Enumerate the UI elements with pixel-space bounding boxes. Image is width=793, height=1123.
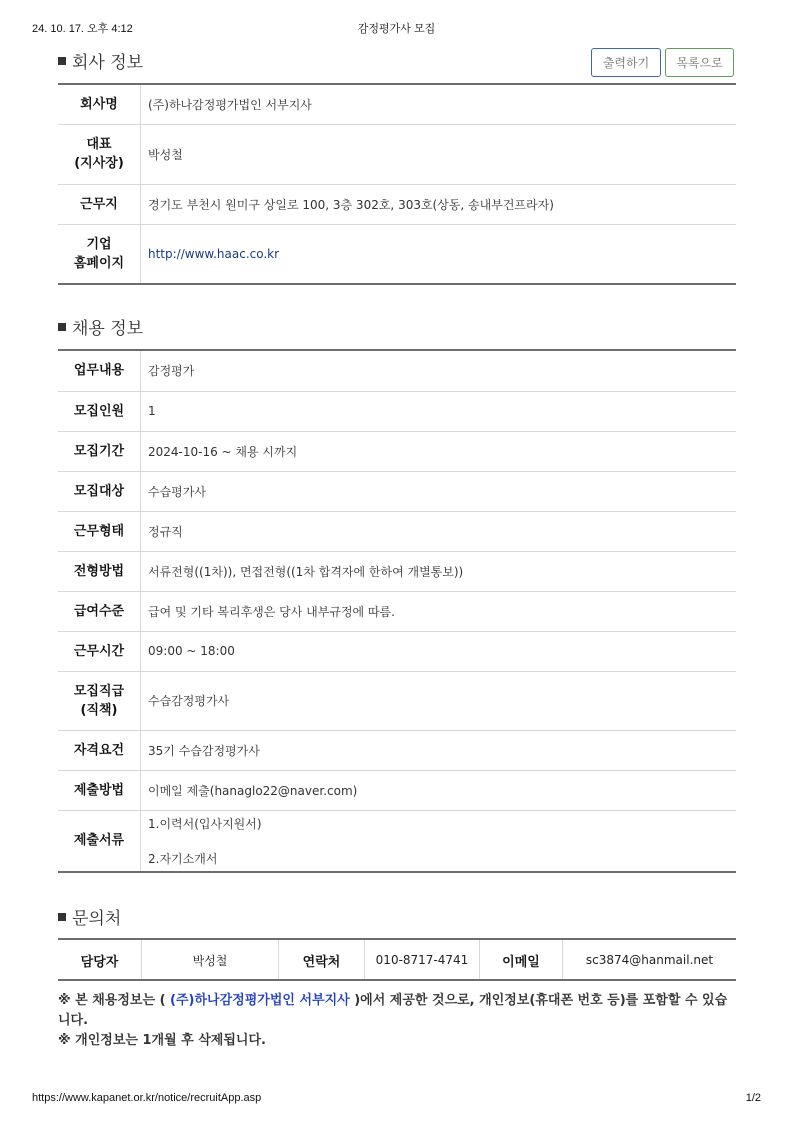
- print-button[interactable]: 출력하기: [591, 48, 661, 77]
- representative-label: 대표 (지사장): [58, 124, 141, 184]
- square-bullet-icon: [58, 323, 66, 331]
- submission-method-label: 제출방법: [58, 770, 141, 810]
- phone-label: 연락처: [279, 940, 365, 980]
- workplace-label: 근무지: [58, 184, 141, 224]
- period-label: 모집기간: [58, 431, 141, 471]
- contact-section-title: 문의처: [58, 904, 121, 929]
- position-label: 모집직급 (직책): [58, 671, 141, 730]
- position-value: 수습감정평가사: [141, 671, 737, 730]
- table-row: [58, 391, 736, 431]
- print-page-number: 1/2: [745, 1092, 761, 1104]
- table-row: [58, 124, 736, 184]
- square-bullet-icon: [58, 913, 66, 921]
- table-row: [58, 471, 736, 511]
- employment-type-label: 근무형태: [58, 511, 141, 551]
- company-name-value: (주)하나감정평가법인 서부지사: [141, 85, 737, 124]
- list-button[interactable]: 목록으로: [665, 48, 734, 77]
- table-row: [58, 631, 736, 671]
- representative-value: 박성철: [141, 124, 737, 184]
- target-value: 수습평가사: [141, 471, 737, 511]
- table-row: [58, 770, 736, 810]
- homepage-label: 기업 홈페이지: [58, 224, 141, 283]
- work-hours-label: 근무시간: [58, 631, 141, 671]
- square-bullet-icon: [58, 57, 66, 65]
- table-row: [58, 85, 736, 124]
- print-url: https://www.kapanet.or.kr/notice/recruitApp.asp: [32, 1092, 262, 1104]
- email-value: sc3874@hanmail.net: [563, 940, 737, 980]
- table-row: [58, 940, 736, 980]
- submission-method-value: 이메일 제출(hanaglo22@naver.com): [141, 770, 737, 810]
- table-row: [58, 224, 736, 283]
- homepage-cell: [141, 224, 737, 283]
- table-row: [58, 184, 736, 224]
- period-value: 2024-10-16 ~ 채용 시까지: [141, 431, 737, 471]
- contact-table: [58, 940, 736, 980]
- email-label: 이메일: [480, 940, 563, 980]
- qualification-label: 자격요건: [58, 730, 141, 770]
- task-value: 감정평가: [141, 351, 737, 391]
- headcount-label: 모집인원: [58, 391, 141, 431]
- table-row: [58, 431, 736, 471]
- table-row: [58, 591, 736, 631]
- recruit-table-bottom-border: [58, 871, 736, 873]
- person-label: 담당자: [80, 954, 119, 970]
- notice-company-name: (주)하나감정평가법인 서부지사: [170, 993, 350, 1008]
- homepage-link[interactable]: http://www.haac.co.kr: [148, 246, 280, 261]
- qualification-value: 35기 수습감정평가사: [141, 730, 737, 770]
- privacy-notice: ※ 본 채용정보는 ( (주)하나감정평가법인 서부지사 )에서 제공한 것으로, 개인정보(휴대폰 번호 등)를 포함할 수 있습니다.: [58, 993, 728, 1028]
- salary-label: 급여수준: [58, 591, 141, 631]
- company-table-bottom-border: [58, 283, 736, 285]
- table-row: [58, 351, 736, 391]
- table-row: [58, 511, 736, 551]
- workplace-value: 경기도 부천시 원미구 상일로 100, 3층 302호, 303호(상동, 송내부건프라자): [141, 184, 737, 224]
- employment-type-value: 정규직: [141, 511, 737, 551]
- table-row: [58, 671, 736, 730]
- recruit-section-title: 채용 정보: [58, 314, 143, 339]
- person-value: 박성철: [142, 940, 279, 980]
- table-row: [58, 730, 736, 770]
- work-hours-value: 09:00 ~ 18:00: [141, 631, 737, 671]
- selection-label: 전형방법: [58, 551, 141, 591]
- deletion-notice: ※ 개인정보는 1개월 후 삭제됩니다.: [58, 1033, 266, 1048]
- documents-label: 제출서류: [58, 810, 141, 871]
- contact-table-bottom-border: [58, 979, 736, 981]
- documents-value: 1.이력서(입사지원서) 2.자기소개서: [148, 816, 262, 866]
- company-name-label: 회사명: [58, 85, 141, 124]
- table-row: [58, 810, 736, 871]
- recruit-info-table: [58, 351, 736, 871]
- headcount-value: 1: [141, 391, 737, 431]
- selection-value: 서류전형((1차)), 면접전형((1차 합격자에 한하여 개별통보)): [141, 551, 737, 591]
- table-row: [58, 551, 736, 591]
- company-info-table: [58, 85, 736, 283]
- task-label: 업무내용: [58, 351, 141, 391]
- print-datetime: 24. 10. 17. 오후 4:12: [32, 23, 133, 35]
- company-section-title: 회사 정보: [58, 48, 143, 73]
- phone-value: 010-8717-4741: [365, 940, 480, 980]
- print-page-title: 감정평가사 모집: [357, 23, 436, 35]
- salary-value: 급여 및 기타 복리후생은 당사 내부규정에 따름.: [141, 591, 737, 631]
- target-label: 모집대상: [58, 471, 141, 511]
